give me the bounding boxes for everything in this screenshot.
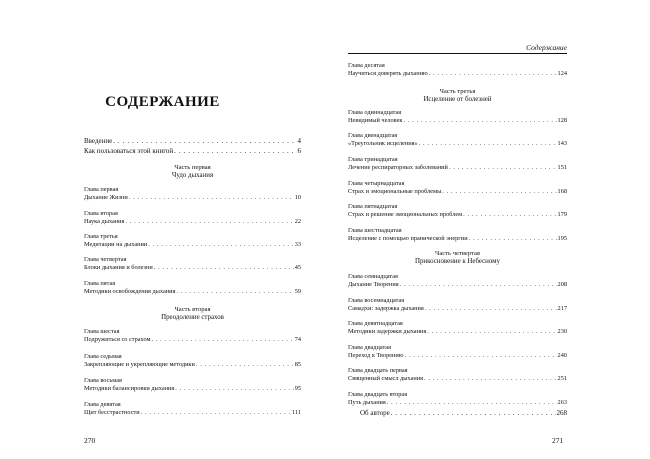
chapter-title: Страх и решение эмоциональных проблем [348,210,463,218]
chapter-label: Глава пятнадцатая [348,203,398,210]
page-number-right: 271 [552,436,564,445]
chapter-page: 195 [557,234,567,242]
part-title: Преодоление страхов [161,314,224,321]
toc-chapter-13[interactable] [348,156,567,171]
chapter-page: 168 [557,187,567,195]
chapter-label: Глава девятая [84,401,121,408]
chapter-label: Глава восьмая [84,377,122,384]
toc-title: Как пользоваться этой книгой [84,147,174,155]
chapter-title: Священный смысл дыхания [348,374,423,382]
toc-chapter-18[interactable] [348,297,567,312]
toc-chapter-20[interactable] [348,344,567,359]
part-title: Прикосновение к Небесному [415,258,500,265]
chapter-label: Глава четырнадцатая [348,180,405,187]
chapter-page: 95 [294,384,301,392]
toc-chapter-17[interactable] [348,273,567,288]
chapter-page: 151 [557,163,567,171]
toc-title: Об авторе [360,409,390,417]
toc-chapter-5[interactable] [84,280,301,295]
chapter-label: Глава десятая [348,62,385,69]
chapter-page: 85 [294,360,301,368]
toc-chapter-11[interactable] [348,109,567,124]
chapter-page: 45 [294,263,301,271]
toc-chapter-22[interactable] [348,391,567,406]
chapter-title: Страх и эмоциональные проблемы [348,187,442,195]
chapter-label: Глава двадцать первая [348,367,408,374]
chapter-page: 111 [292,408,301,416]
chapter-title: Невидимый человек [348,116,403,124]
toc-intro-how-to-use[interactable] [84,147,301,156]
toc-chapter-7[interactable] [84,353,301,368]
toc-chapter-19[interactable] [348,320,567,335]
chapter-page: 10 [294,193,301,201]
chapter-label: Глава девятнадцатая [348,320,403,327]
chapter-title: Подружиться со страхом [84,335,151,343]
part-heading-2 [84,306,301,322]
chapter-title: Переход к Творению [348,351,404,359]
chapter-page: 74 [294,335,301,343]
toc-chapter-15[interactable] [348,203,567,218]
chapter-title: Лечение респираторных заболеваний [348,163,448,171]
chapter-page: 179 [557,210,567,218]
part-label: Часть четвертая [435,250,480,257]
part-heading-4 [348,250,567,266]
chapter-title: Медитации на дыхании [84,240,148,248]
chapter-label: Глава первая [84,186,119,193]
chapter-page: 128 [557,116,567,124]
part-label: Часть первая [174,164,211,171]
toc-chapter-21[interactable] [348,367,567,382]
chapter-label: Глава пятая [84,280,116,287]
chapter-page: 208 [557,280,567,288]
part-label: Часть вторая [174,306,211,313]
chapter-label: Глава восемнадцатая [348,297,405,304]
chapter-label: Глава четвертая [84,256,127,263]
chapter-label: Глава одиннадцатая [348,109,402,116]
chapter-page: 230 [557,327,567,335]
chapter-title: Методики задержки дыхания [348,327,427,335]
toc-chapter-2[interactable] [84,210,301,225]
page-number-left: 270 [84,436,96,445]
chapter-label: Глава шестая [84,328,120,335]
page-heading: СОДЕРЖАНИЕ [105,94,220,110]
toc-chapter-12[interactable] [348,132,567,147]
chapter-title: Дыхание Жизни [84,193,128,201]
chapter-label: Глава двенадцатая [348,132,398,139]
toc-page: 4 [297,137,301,145]
chapter-page: 251 [557,374,567,382]
chapter-label: Глава вторая [84,210,118,217]
toc-chapter-1[interactable] [84,186,301,201]
chapter-title: Дыхание Творения [348,280,399,288]
chapter-title: Методики балансировки дыхания [84,384,175,392]
part-label: Часть третья [439,88,476,95]
toc-chapter-9[interactable] [84,401,301,416]
chapter-page: 263 [557,398,567,406]
chapter-page: 217 [557,304,567,312]
toc-page: 6 [297,147,301,155]
running-header: Содержание [526,43,567,52]
toc-chapter-10[interactable] [348,62,567,77]
part-heading-1 [84,164,301,180]
chapter-label: Глава шестнадцатая [348,227,402,234]
chapter-page: 59 [294,287,301,295]
chapter-title: Щит бесстрастности [84,408,140,416]
part-heading-3 [348,88,567,104]
chapter-title: Самадхи: задержка дыхания [348,304,424,312]
chapter-label: Глава тринадцатая [348,156,398,163]
chapter-title: Блоки дыхания и болезни [84,263,153,271]
part-title: Чудо дыхания [171,172,214,179]
chapter-page: 33 [294,240,301,248]
toc-chapter-14[interactable] [348,180,567,195]
toc-chapter-16[interactable] [348,227,567,242]
chapter-label: Глава семнадцатая [348,273,398,280]
toc-chapter-8[interactable] [84,377,301,392]
toc-chapter-6[interactable] [84,328,301,343]
chapter-label: Глава третья [84,233,118,240]
header-rule [348,53,567,54]
chapter-label: Глава двадцать вторая [348,391,408,398]
part-title: Исцеление от болезней [423,96,492,103]
chapter-page: 143 [557,139,567,147]
toc-title: Введение [84,137,113,145]
chapter-page: 124 [557,69,567,77]
chapter-title: Методики освобождения дыхания [84,287,176,295]
chapter-title: Исцеление с помощью пранической энергии [348,234,468,242]
chapter-title: Закрепляющие и укрепляющие методики [84,360,195,368]
toc-chapter-4[interactable] [84,256,301,271]
chapter-title: «Треугольник исцеления» [348,139,418,147]
toc-about-author[interactable] [360,409,567,418]
toc-chapter-3[interactable] [84,233,301,248]
chapter-page: 22 [294,217,301,225]
toc-intro-introduction[interactable] [84,137,301,146]
chapter-title: Научиться доверять дыханию [348,69,428,77]
chapter-page: 240 [557,351,567,359]
chapter-title: Наука дыхания [84,217,125,225]
chapter-label: Глава двадцатая [348,344,391,351]
chapter-label: Глава седьмая [84,353,122,360]
chapter-title: Путь дыхания [348,398,386,406]
toc-page: 268 [556,409,567,417]
